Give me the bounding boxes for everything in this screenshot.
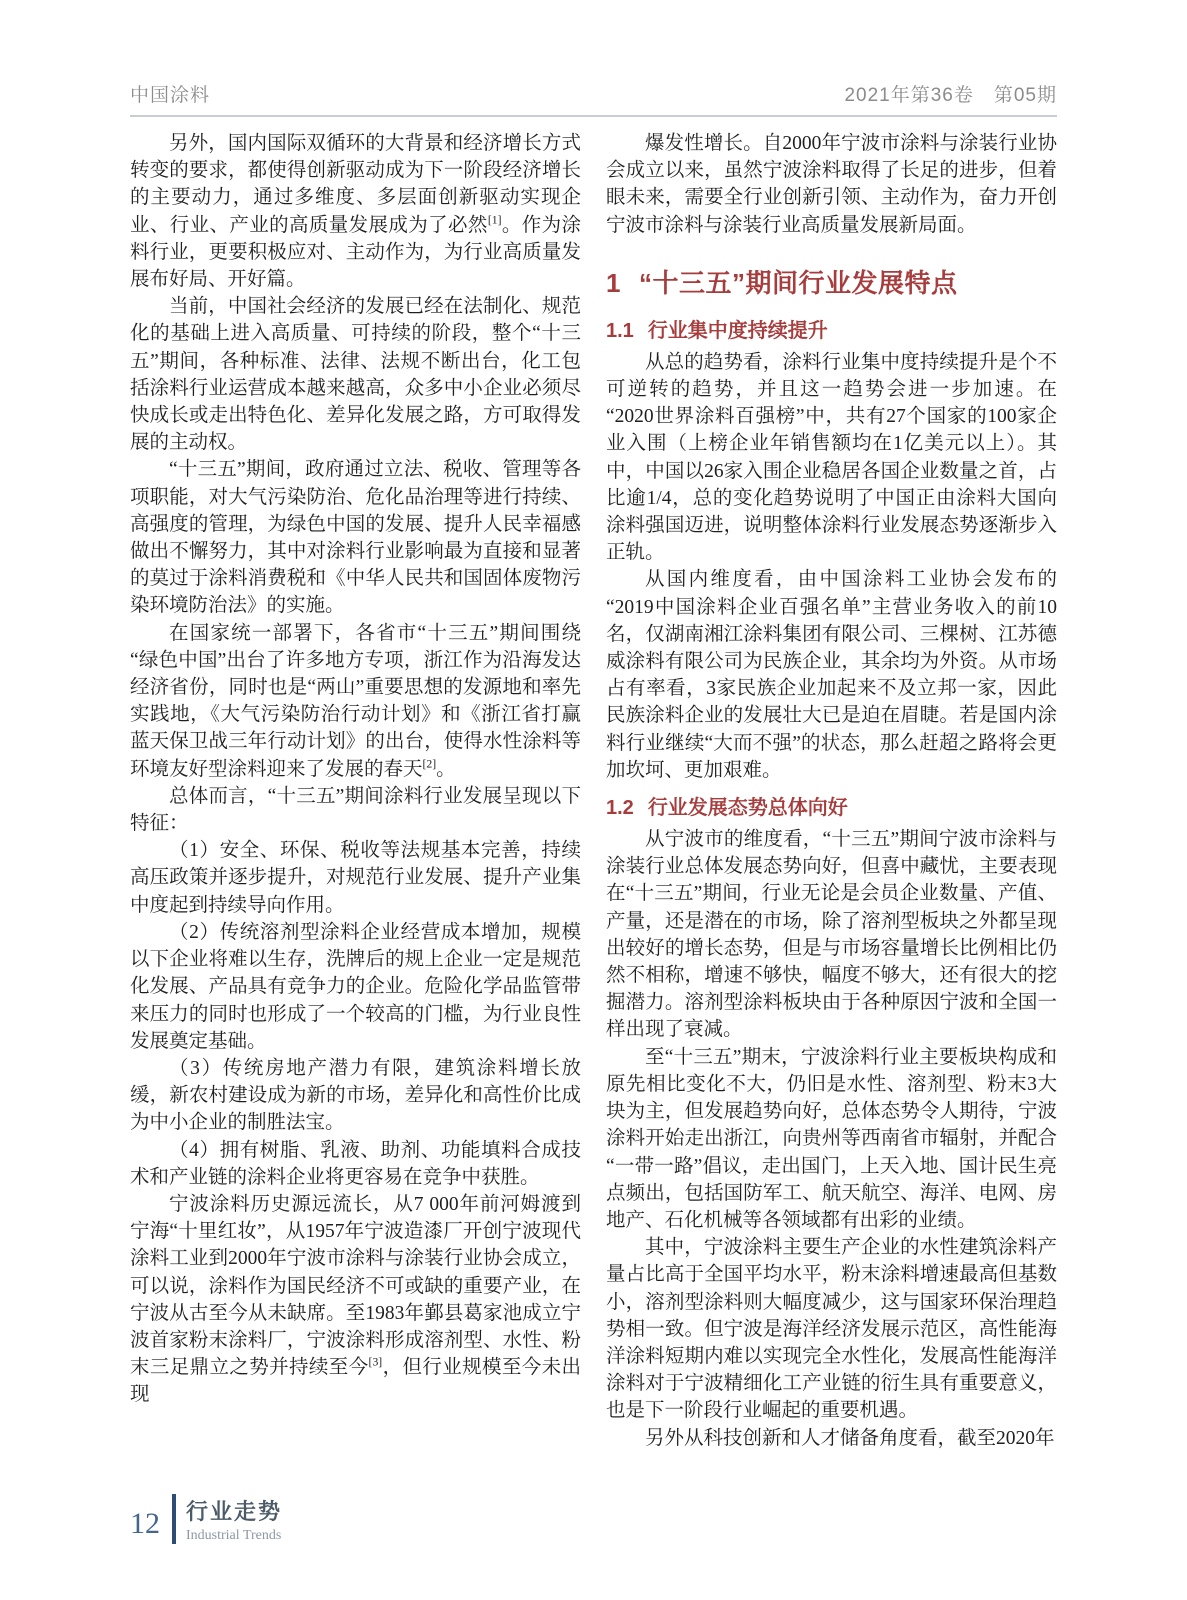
footer-column-name-en: Industrial Trends — [186, 1527, 282, 1543]
paragraph: 从国内维度看，由中国涂料工业协会发布的“2019中国涂料企业百强名单”主营业务收入的前10名，仅湖南湘江涂料集团有限公司、三棵树、江苏德威涂料有限公司为民族企业，其余均为外资。从市场占有率看，3家民族企业加起来不及立邦一家，因此民族涂料企业的发展壮大已是迫在眉睫。若是国内涂料行业继续“大而不强”的状态，那么赶超之路将会更加坎坷、更加艰难。 — [606, 569, 1057, 781]
page-header — [130, 80, 1057, 117]
page-footer — [130, 1494, 282, 1544]
paragraph: 其中，宁波涂料主要生产企业的水性建筑涂料产量占比高于全国平均水平，粉末涂料增速最高但基数小，溶剂型涂料则大幅度减少，这与国家环保治理趋势相一致。但宁波是海洋经济发展示范区，高性能海洋涂料短期内难以实现完全水性化，发展高性能海洋涂料对于宁波精细化工产业链的衍生具有重要意义，也是下一阶段行业崛起的重要机遇。 — [606, 1237, 1057, 1422]
subsection-title: 行业集中度持续提升 — [647, 319, 828, 342]
paragraph: 在国家统一部署下，各省市“十三五”期间围绕“绿色中国”出台了许多地方专项，浙江作为沿海发达经济省份，同时也是“两山”重要思想的发源地和率先实践地，《大气污染防治行动计划》和《浙江省打赢蓝天保卫战三年行动计划》的出台，使得水性涂料等环境友好型涂料迎来了发展的春天[2]。 — [130, 622, 581, 780]
paragraph: “十三五”期间，政府通过立法、税收、管理等各项职能，对大气污染防治、危化品治理等进行持续、高强度的管理，为绿色中国的发展、提升人民幸福感做出不懈努力，其中对涂料行业影响最为直接和显著的莫过于涂料消费税和《中华人民共和国固体废物污染环境防治法》的实施。 — [130, 459, 581, 617]
paragraph: 宁波涂料历史源远流长，从7 000年前河姆渡到宁海“十里红妆”，从1957年宁波造漆厂开创宁波现代涂料工业到2000年宁波市涂料与涂装行业协会成立，可以说，涂料作为国民经济不可或缺的重要产业，在宁波从古至今从未缺席。至1983年鄞县葛家池成立宁波首家粉末涂料厂，宁波涂料形成溶剂型、水性、粉末三足鼎立之势并持续至今[3]，但行业规模至今未出现 — [130, 1193, 581, 1406]
paragraph: 当前，中国社会经济的发展已经在法制化、规范化的基础上进入高质量、可持续的阶段，整个“十三五”期间，各种标准、法律、法规不断出台，化工包括涂料行业运营成本越来越高，众多中小企业必须尽快成长或走出特色化、差异化发展之路，方可取得发展的主动权。 — [130, 296, 581, 454]
paragraph: 从总的趋势看，涂料行业集中度持续提升是个不可逆转的趋势，并且这一趋势会进一步加速。在“2020世界涂料百强榜”中，共有27个国家的100家企业入围（上榜企业年销售额均在1亿美元以上）。其中，中国以26家入围企业稳居各国企业数量之首，占比逾1/4，总的变化趋势说明了中国正由涂料大国向涂料强国迈进，说明整体涂料行业发展态势逐渐步入正轨。 — [606, 351, 1057, 564]
paragraph: 爆发性增长。自2000年宁波市涂料与涂装行业协会成立以来，虽然宁波涂料取得了长足的进步，但着眼未来，需要全行业创新引领、主动作为，奋力开创宁波市涂料与涂装行业高质量发展新局面。 — [606, 133, 1057, 236]
subsection-heading-1-2 — [606, 791, 1057, 820]
reference-marker: [3] — [368, 1355, 383, 1369]
footer-section — [186, 1495, 282, 1544]
issue-info: 2021年第36卷 第05期 — [844, 85, 1057, 106]
footer-divider — [172, 1494, 176, 1544]
section-heading-1 — [606, 263, 1057, 300]
section-number: 1 — [606, 267, 621, 298]
paragraph: 从宁波市的维度看，“十三五”期间宁波市涂料与涂装行业总体发展态势向好，但喜中藏忧，主要表现在“十三五”期间，行业无论是会员企业数量、产值、产量，还是潜在的市场，除了溶剂型板块之外都呈现出较好的增长态势，但是与市场容量增长比例相比仍然不相称，增速不够快，幅度不够大，还有很大的挖掘潜力。溶剂型涂料板块由于各种原因宁波和全国一样出现了衰减。 — [606, 829, 1057, 1041]
list-item-paragraph: （2）传统溶剂型涂料企业经营成本增加，规模以下企业将难以生存，洗牌后的规上企业一定是规范化发展、产品具有竞争力的企业。危险化学品监管带来压力的同时也形成了一个较高的门槛，为行业良性发展奠定基础。 — [130, 921, 581, 1052]
left-column — [130, 130, 581, 1452]
list-item-paragraph: （1）安全、环保、税收等法规基本完善，持续高压政策并逐步提升，对规范行业发展、提升产业集中度起到持续导向作用。 — [130, 840, 581, 916]
list-item-paragraph: （3）传统房地产潜力有限，建筑涂料增长放缓，新农村建设成为新的市场，差异化和高性价比成为中小企业的制胜法宝。 — [130, 1057, 581, 1134]
reference-marker: [2] — [422, 757, 437, 771]
paragraph: 另外从科技创新和人才储备角度看，截至2020年 — [645, 1427, 1055, 1449]
subsection-number: 1.2 — [606, 797, 634, 820]
journal-title: 中国涂料 — [130, 85, 211, 106]
article-body — [130, 130, 1057, 1452]
list-item-paragraph: （4）拥有树脂、乳液、助剂、功能填料合成技术和产业链的涂料企业将更容易在竞争中获胜。 — [130, 1139, 581, 1188]
paragraph: 另外，国内国际双循环的大背景和经济增长方式转变的要求，都使得创新驱动成为下一阶段经济增长的主要动力，通过多维度、多层面创新驱动实现企业、行业、产业的高质量发展成为了必然[1]。作为涂料行业，更要积极应对、主动作为，为行业高质量发展布好局、开好篇。 — [130, 133, 581, 291]
right-column — [606, 130, 1057, 1452]
subsection-title: 行业发展态势总体向好 — [647, 797, 848, 820]
subsection-number: 1.1 — [606, 319, 634, 342]
reference-marker: [1] — [487, 213, 502, 227]
section-title: “十三五”期间行业发展特点 — [638, 267, 958, 298]
paragraph: 总体而言，“十三五”期间涂料行业发展呈现以下特征： — [130, 785, 581, 835]
page-number: 12 — [130, 1507, 160, 1540]
paragraph: 至“十三五”期末，宁波涂料行业主要板块构成和原先相比变化不大，仍旧是水性、溶剂型、粉末3大块为主，但发展趋势向好，总体态势令人期待，宁波涂料开始走出浙江，向贵州等西南省市辐射，并配合“一带一路”倡议，走出国门，上天入地、国计民生亮点频出，包括国防军工、航天航空、海洋、电网、房地产、石化机械等各领域都有出彩的业绩。 — [606, 1046, 1057, 1231]
footer-column-name-cn: 行业走势 — [186, 1498, 283, 1524]
subsection-heading-1-1 — [606, 314, 1057, 343]
